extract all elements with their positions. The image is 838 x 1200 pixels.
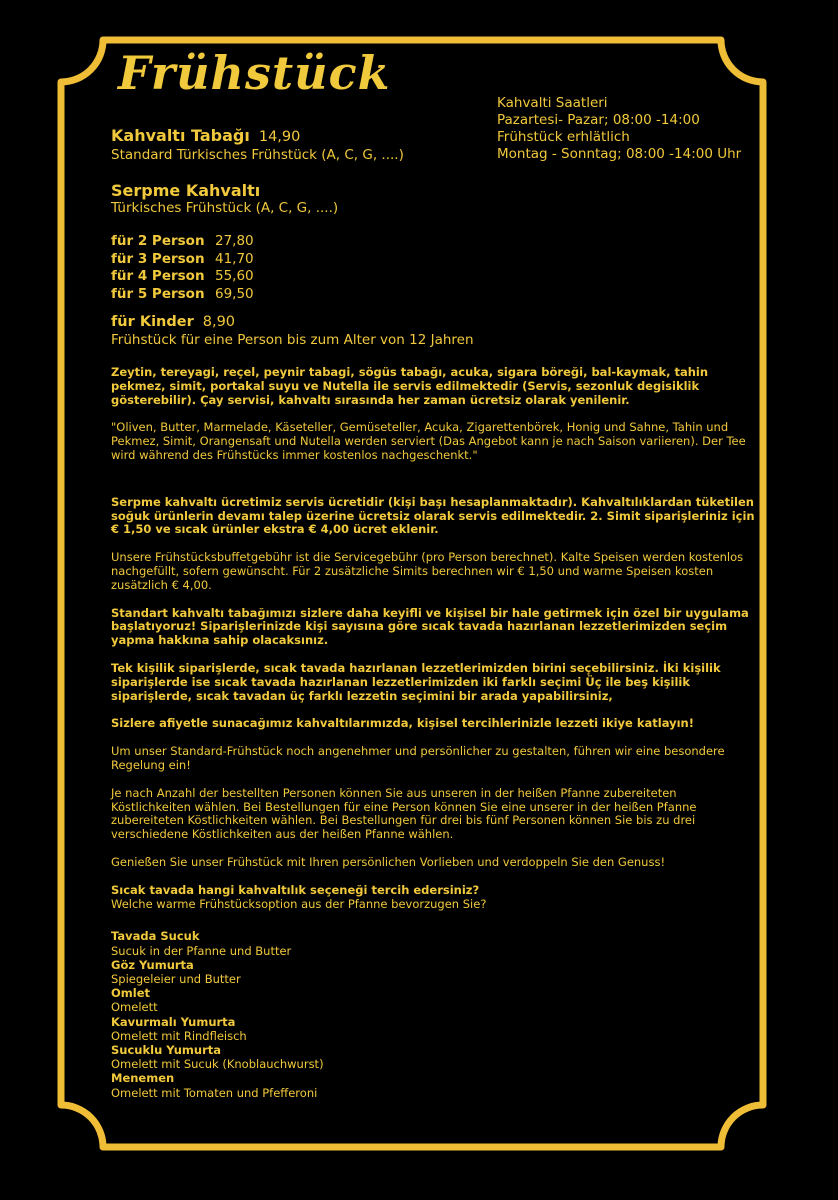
afiyet-tr: Sizlere afiyetle sunacağımız kahvaltılarımızda, kişisel tercihlerinizle lezzeti ikiye katlayın! <box>111 716 694 731</box>
list-item: Sucuklu Yumurta Omelett mit Sucuk (Knoblauchwurst) <box>111 1042 324 1072</box>
standard-de: Um unser Standard-Frühstück noch angenehmer und persönlicher zu gestalten, führen wir eine besondere Regelung ein! <box>111 744 725 772</box>
question-tr: Sıcak tavada hangi kahvaltılık seçeneği tercih edersiniz? <box>111 882 480 897</box>
list-item: Göz Yumurta Spiegeleier und Butter <box>111 957 241 986</box>
person-price-list <box>111 233 756 303</box>
price-row: für 5 Person 69,50 <box>111 285 254 302</box>
hours-title-de: Frühstück erhlätlich <box>497 129 630 145</box>
tek-tr: Tek kişilik siparişlerde, sıcak tavada hazırlanan lezzetlerimizden birini seçebilirsiniz. İki kişilik siparişlerde ise sıcak tavada hazırlanan lezzetlerimizden iki farklı seçimi Üç ile beş kişilik siparişlerde, sıcak tavadan üç farklı lezzetin seçimini bir arada yapabilirsiniz, <box>111 660 721 703</box>
item-name: Serpme Kahvaltı <box>111 181 261 200</box>
contents-de: "Oliven, Butter, Marmelade, Käseteller, Gemüseteller, Acuka, Zigarettenbörek, Honig und Sahne, Tahin und Pekmez, Simit, Orangensaft und Nutella werden serviert (Das Angebot kann je nach Saison variieren). Der Tee wird während des Frühstücks immer kostenlos nachgeschenkt." <box>111 420 746 462</box>
hours-tr: Pazartesi- Pazar; 08:00 -14:00 <box>497 112 700 128</box>
price-row: für 2 Person 27,80 <box>111 233 254 249</box>
standart-tr: Standart kahvaltı tabağımızı sizlere daha keyifli ve kişisel bir hale getirmek için özel bir uygulama başlatıyoruz! Siparişlerinizde kişi sayısına göre sıcak tavada hazırlanan lezzetlerimizden seçim yapma hakkına sahip olacaksınız. <box>111 605 749 648</box>
list-item: Tavada Sucuk Sucuk in der Pfanne und Butter <box>111 929 292 958</box>
kinder-price <box>111 313 756 348</box>
list-item: Menemen Omelett mit Tomaten und Pfefferoni <box>111 1071 318 1100</box>
menu-item-kahvalti-tabagi <box>111 126 756 163</box>
hours-title-tr: Kahvalti Saatleri <box>497 95 608 111</box>
list-item: Kavurmalı Yumurta Omelett mit Rindfleisch <box>111 1014 247 1043</box>
menu-content <box>111 126 756 1100</box>
item-description: Türkisches Frühstück (A, C, G, ....) <box>111 200 339 216</box>
question-de: Welche warme Frühstücksoption aus der Pfanne bevorzugen Sie? <box>111 896 487 911</box>
kinder-price-value: 8,90 <box>202 314 236 330</box>
kinder-label: für Kinder <box>111 314 194 330</box>
item-name: Kahvaltı Tabağı <box>111 126 250 145</box>
anzahl-de: Je nach Anzahl der bestellten Personen können Sie aus unseren in der heißen Pfanne zubereiteten Köstlichkeiten wählen. Bei Bestellungen für eine Person können Sie eine unserer in der heißen Pfanne zubereiteten Köstlichkeiten wählen. Bei Bestellungen für drei bis fünf Personen können Sie bis zu drei verschiedene Köstlichkeiten aus der heißen Pfanne wählen. <box>111 785 697 842</box>
hours-de: Montag - Sonntag; 08:00 -14:00 Uhr <box>497 146 742 162</box>
item-description: Standard Türkisches Frühstück (A, C, G, ....) <box>111 147 404 163</box>
question <box>111 884 756 912</box>
price-row: für 3 Person 41,70 <box>111 250 254 267</box>
fee-de: Unsere Frühstücksbuffetgebühr ist die Servicegebühr (pro Person berechnet). Kalte Speisen werden kostenlos nachgefüllt, sofern gewünscht. Für 2 zusätzliche Simits berechnen wir € 1,50 und warme Speisen kosten zusätzlich € 4,00. <box>111 550 744 592</box>
menu-item-serpme-kahvalti <box>111 181 756 216</box>
kinder-description: Frühstück für eine Person bis zum Alter von 12 Jahren <box>111 332 474 348</box>
item-price: 14,90 <box>258 129 301 145</box>
fee-tr: Serpme kahvaltı ücretimiz servis ücretidir (kişi başı hesaplanmaktadır). Kahvaltılıklardan tüketilen soğuk ürünlerin devamı talep üzerine ücretsiz olarak servis edilmektedir. 2. Simit siparişleriniz için € 1,50 ve sıcak ürünler ekstra € 4,00 ücret eklenir. <box>111 494 755 537</box>
pan-options-list <box>111 929 756 1099</box>
page-title: Frühstück <box>118 46 391 100</box>
price-row: für 4 Person 55,60 <box>111 268 254 284</box>
list-item: Omlet Omelett <box>111 986 158 1015</box>
geniessen-de: Genießen Sie unser Frühstück mit Ihren persönlichen Vorlieben und verdoppeln Sie den Genuss! <box>111 854 666 869</box>
contents-tr: Zeytin, tereyagi, reçel, peynir tabagi, sögüs tabağı, acuka, sigara böreği, bal-kaymak, tahin pekmez, simit, portakal suyu ve Nutella ile servis edilmektedir (Servis, sezonluk degisiklik gösterebilir). Çay servisi, kahvaltı sırasında her zaman ücretsiz olarak yenilenir. <box>111 365 709 407</box>
